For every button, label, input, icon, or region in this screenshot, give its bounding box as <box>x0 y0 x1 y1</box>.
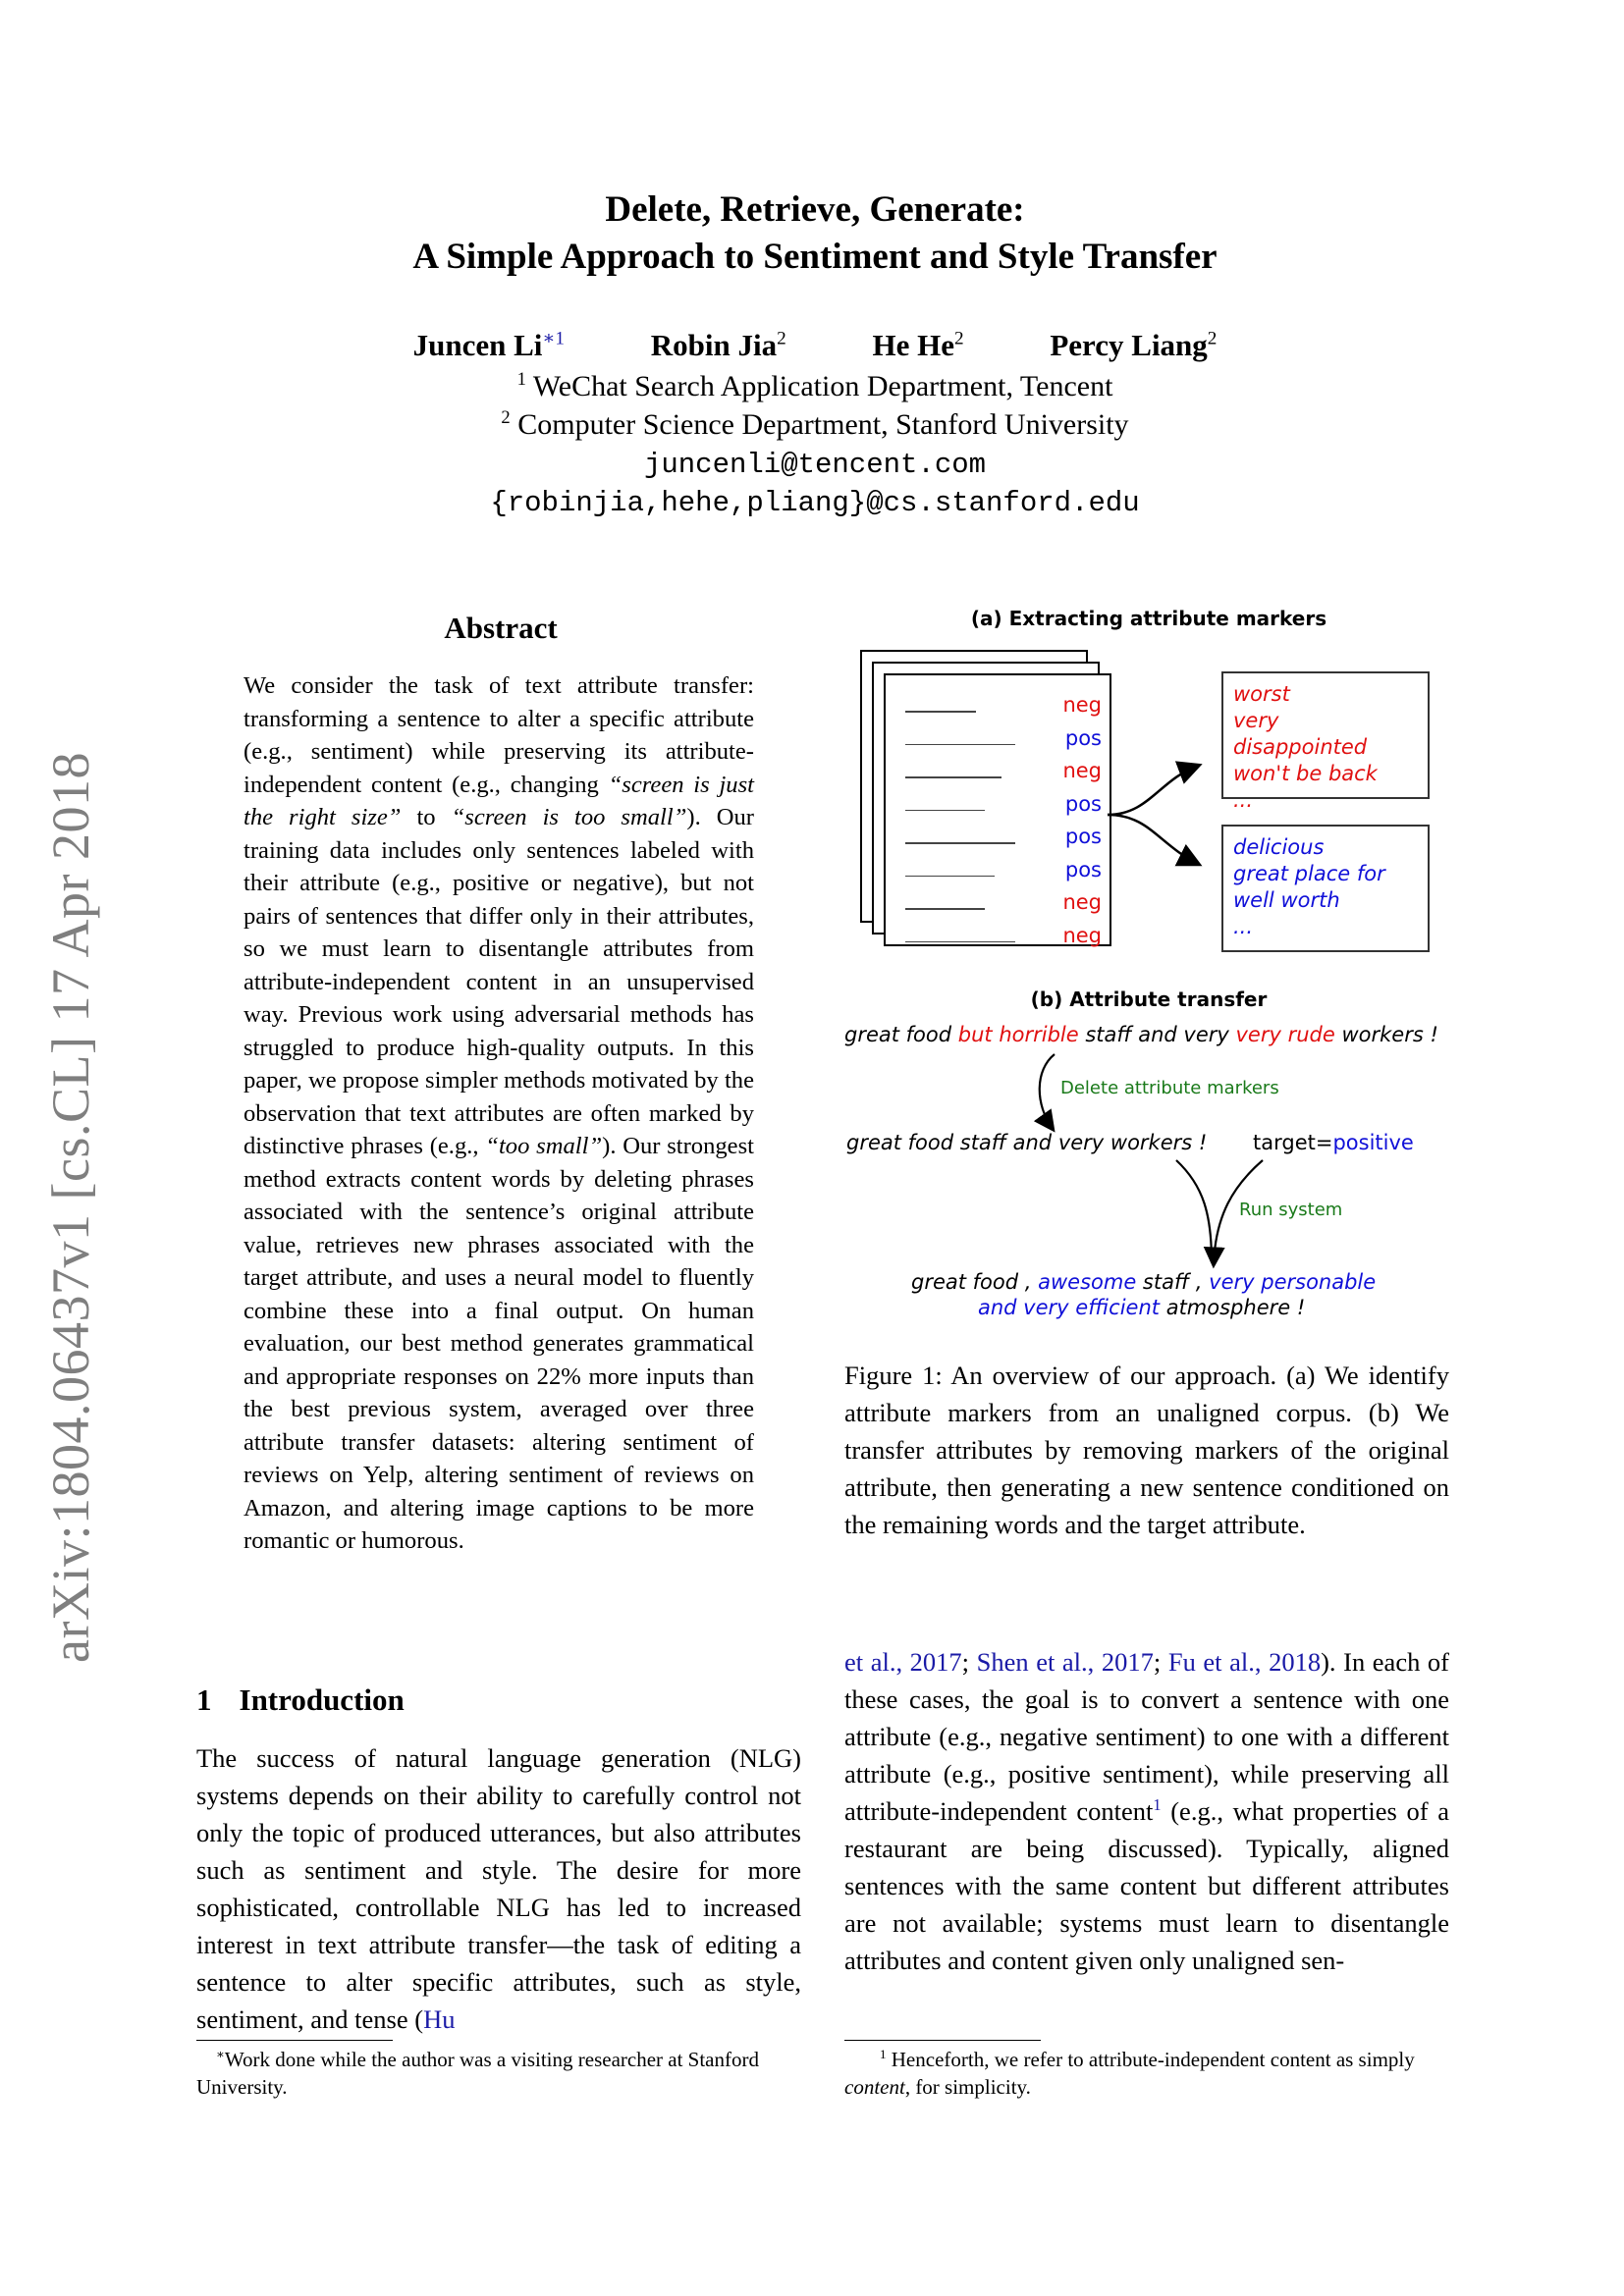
marker-phrase: well worth <box>1233 888 1340 912</box>
negative-markers-box <box>1221 671 1430 812</box>
abstract-body: We consider the task of text attribute transfer: transforming a sentence to alter a specific attribute (e.g., sentiment) while preserving its attribute-independent content (e.g., changing “screen is just the right size” to “screen is too small”). Our training data includes only sentences labeled with their attribute (e.g., positive or negative), but not pairs of sentences that differ only in their attributes, so we must learn to disentangle attributes from attribute-independent content in an unsupervised way. Previous work using adversarial methods has struggled to produce high-quality outputs. In this paper, we propose simpler methods motivated by the observation that text attributes are often marked by distinctive phrases (e.g., “too small”). Our strongest method extracts content words by deleting phrases associated with the sentence’s original attribute value, retrieves new phrases associated with the target attribute, and uses a neural model to fluently combine these into a final output. On human evaluation, our best method generates grammatical and appropriate responses on 22% more inputs than the best previous system, averaged over three attribute transfer datasets: altering sentiment of reviews on Yelp, altering sentiment of reviews on Amazon, and altering image captions to be more romantic or humorous. <box>244 672 754 1554</box>
corpus-row <box>905 924 1102 957</box>
corpus-row <box>905 759 1102 792</box>
corpus-row <box>905 726 1102 760</box>
corpus-row <box>905 693 1102 726</box>
sentence-placeholder-line <box>905 810 985 812</box>
marker-phrase: very disappointed <box>1233 709 1368 759</box>
corpus-row <box>905 825 1102 858</box>
marker-phrase: worst <box>1233 682 1290 706</box>
split-arrows <box>1100 677 1218 933</box>
target-attribute: target=positive <box>1253 1131 1414 1154</box>
intro-paragraph-right: et al., 2017; Shen et al., 2017; Fu et al., 2018). In each of these cases, the goal is to convert a sentence with one attribute (e.g., negative sentiment) to one with a different attribute (e.g., positive sentiment), while preserving all attribute-independent content$^1$ (e.g., what properties of a restaurant are being discussed). Typically, aligned sentences with the same content but different attributes are not available; systems must learn to disentangle attributes and content given only unaligned sen- <box>844 1647 1449 1975</box>
corpus-sheet-front <box>884 673 1111 946</box>
arxiv-identifier: arXiv:1804.06437v1 [cs.CL] 17 Apr 2018 <box>41 752 100 1663</box>
sentence-placeholder-line <box>905 842 1015 844</box>
figure-panel-a-title: (a) Extracting attribute markers <box>970 607 1327 630</box>
corpus-row <box>905 792 1102 826</box>
email-2: {robinjia,hehe,pliang}@cs.stanford.edu <box>490 487 1140 519</box>
sentence-placeholder-line <box>905 876 995 878</box>
citation-link[interactable]: Hu <box>423 2004 456 2034</box>
footnote-left: ∗Work done while the author was a visiting researcher at Stanford University. <box>196 2047 759 2099</box>
sentence-placeholder-line <box>905 744 1015 746</box>
citation-link[interactable]: Shen et al., 2017 <box>976 1647 1154 1677</box>
attribute-label: pos <box>1064 791 1102 816</box>
run-step-label: Run system <box>1239 1200 1343 1220</box>
affiliation-1: $^1$ WeChat Search Application Department, Tencent <box>516 369 1113 402</box>
sentence-placeholder-line <box>905 711 976 713</box>
attribute-label: pos <box>1064 857 1102 881</box>
section-heading-introduction: 1 Introduction <box>196 1682 405 1717</box>
source-sentence: great food but horrible staff and very very rude workers ! <box>844 1023 1438 1046</box>
positive-markers-box <box>1221 825 1430 952</box>
author: Juncen $Li^{∗1}$ <box>412 328 566 362</box>
author: He He$^2$ <box>872 328 964 362</box>
arrow-to-negative <box>1108 766 1198 815</box>
footnote-rule <box>844 2040 1041 2041</box>
footnote-right: $^1$ Henceforth, we refer to attribute-independent content as simply content, for simplicity. <box>844 2047 1415 2099</box>
marker-phrase: great place for <box>1233 862 1385 885</box>
figure-1-caption: Figure 1: An overview of our approach. (a) We identify attribute markers from an unaligned corpus. (b) We transfer attributes by removing markers of the original attribute, then generating a new sentence conditioned on the remaining words and the target attribute. <box>844 1361 1449 1539</box>
marker-phrase: delicious <box>1233 835 1325 859</box>
paper-title-line2: A Simple Approach to Sentiment and Style Transfer <box>412 237 1218 277</box>
corpus-row <box>905 858 1102 891</box>
attribute-label: pos <box>1064 825 1102 848</box>
citation-link[interactable]: et al., 2017 <box>844 1647 962 1677</box>
marker-phrase: ... <box>1233 915 1254 938</box>
attribute-label: neg <box>1062 890 1102 914</box>
arxiv-sidebar <box>31 726 110 1688</box>
marker-phrase: ... <box>1233 788 1254 812</box>
footnote-rule <box>196 2040 393 2041</box>
attribute-label: neg <box>1062 759 1102 782</box>
output-sentence-line1: great food , awesome staff , very personable <box>911 1270 1377 1294</box>
author: Robin Jia$^2$ <box>650 328 786 362</box>
delete-step-label: Delete attribute markers <box>1060 1078 1279 1098</box>
corpus-row <box>905 890 1102 924</box>
sentence-placeholder-line <box>905 776 1001 778</box>
paper-title-line1: Delete, Retrieve, Generate: <box>605 189 1025 230</box>
author-list <box>295 328 1335 363</box>
figure-panel-b-title: (b) Attribute transfer <box>1030 988 1268 1011</box>
sentence-placeholder-line <box>905 941 1015 943</box>
attribute-label: pos <box>1064 725 1102 750</box>
intro-paragraph-left: The success of natural language generation (NLG) systems depends on their ability to carefully control not only the topic of produced utterances, but also attributes such as sentiment and style. The desire for more sophisticated, controllable NLG has led to increased interest in text attribute transfer—the task of editing a sentence to alter specific attributes, such as style, sentiment, and tense (Hu <box>196 1743 801 2034</box>
marker-phrase: won't be back <box>1233 762 1378 785</box>
output-sentence-line2: and very efficient atmosphere ! <box>978 1296 1306 1319</box>
email-1: juncenli@tencent.com <box>643 449 987 481</box>
attribute-label: neg <box>1062 923 1102 947</box>
sentence-placeholder-line <box>905 908 985 910</box>
abstract-heading: Abstract <box>444 611 558 645</box>
attribute-label: neg <box>1062 693 1102 717</box>
affiliation-2: $^2$ Computer Science Department, Stanford University <box>501 407 1129 441</box>
footnote-link[interactable]: 1 <box>1153 1795 1162 1815</box>
author: Percy Liang$^2$ <box>1050 328 1218 362</box>
arrow-to-positive <box>1108 815 1198 864</box>
content-sentence: great food staff and very workers ! <box>846 1131 1208 1154</box>
citation-link[interactable]: Fu et al., 2018 <box>1167 1647 1322 1677</box>
